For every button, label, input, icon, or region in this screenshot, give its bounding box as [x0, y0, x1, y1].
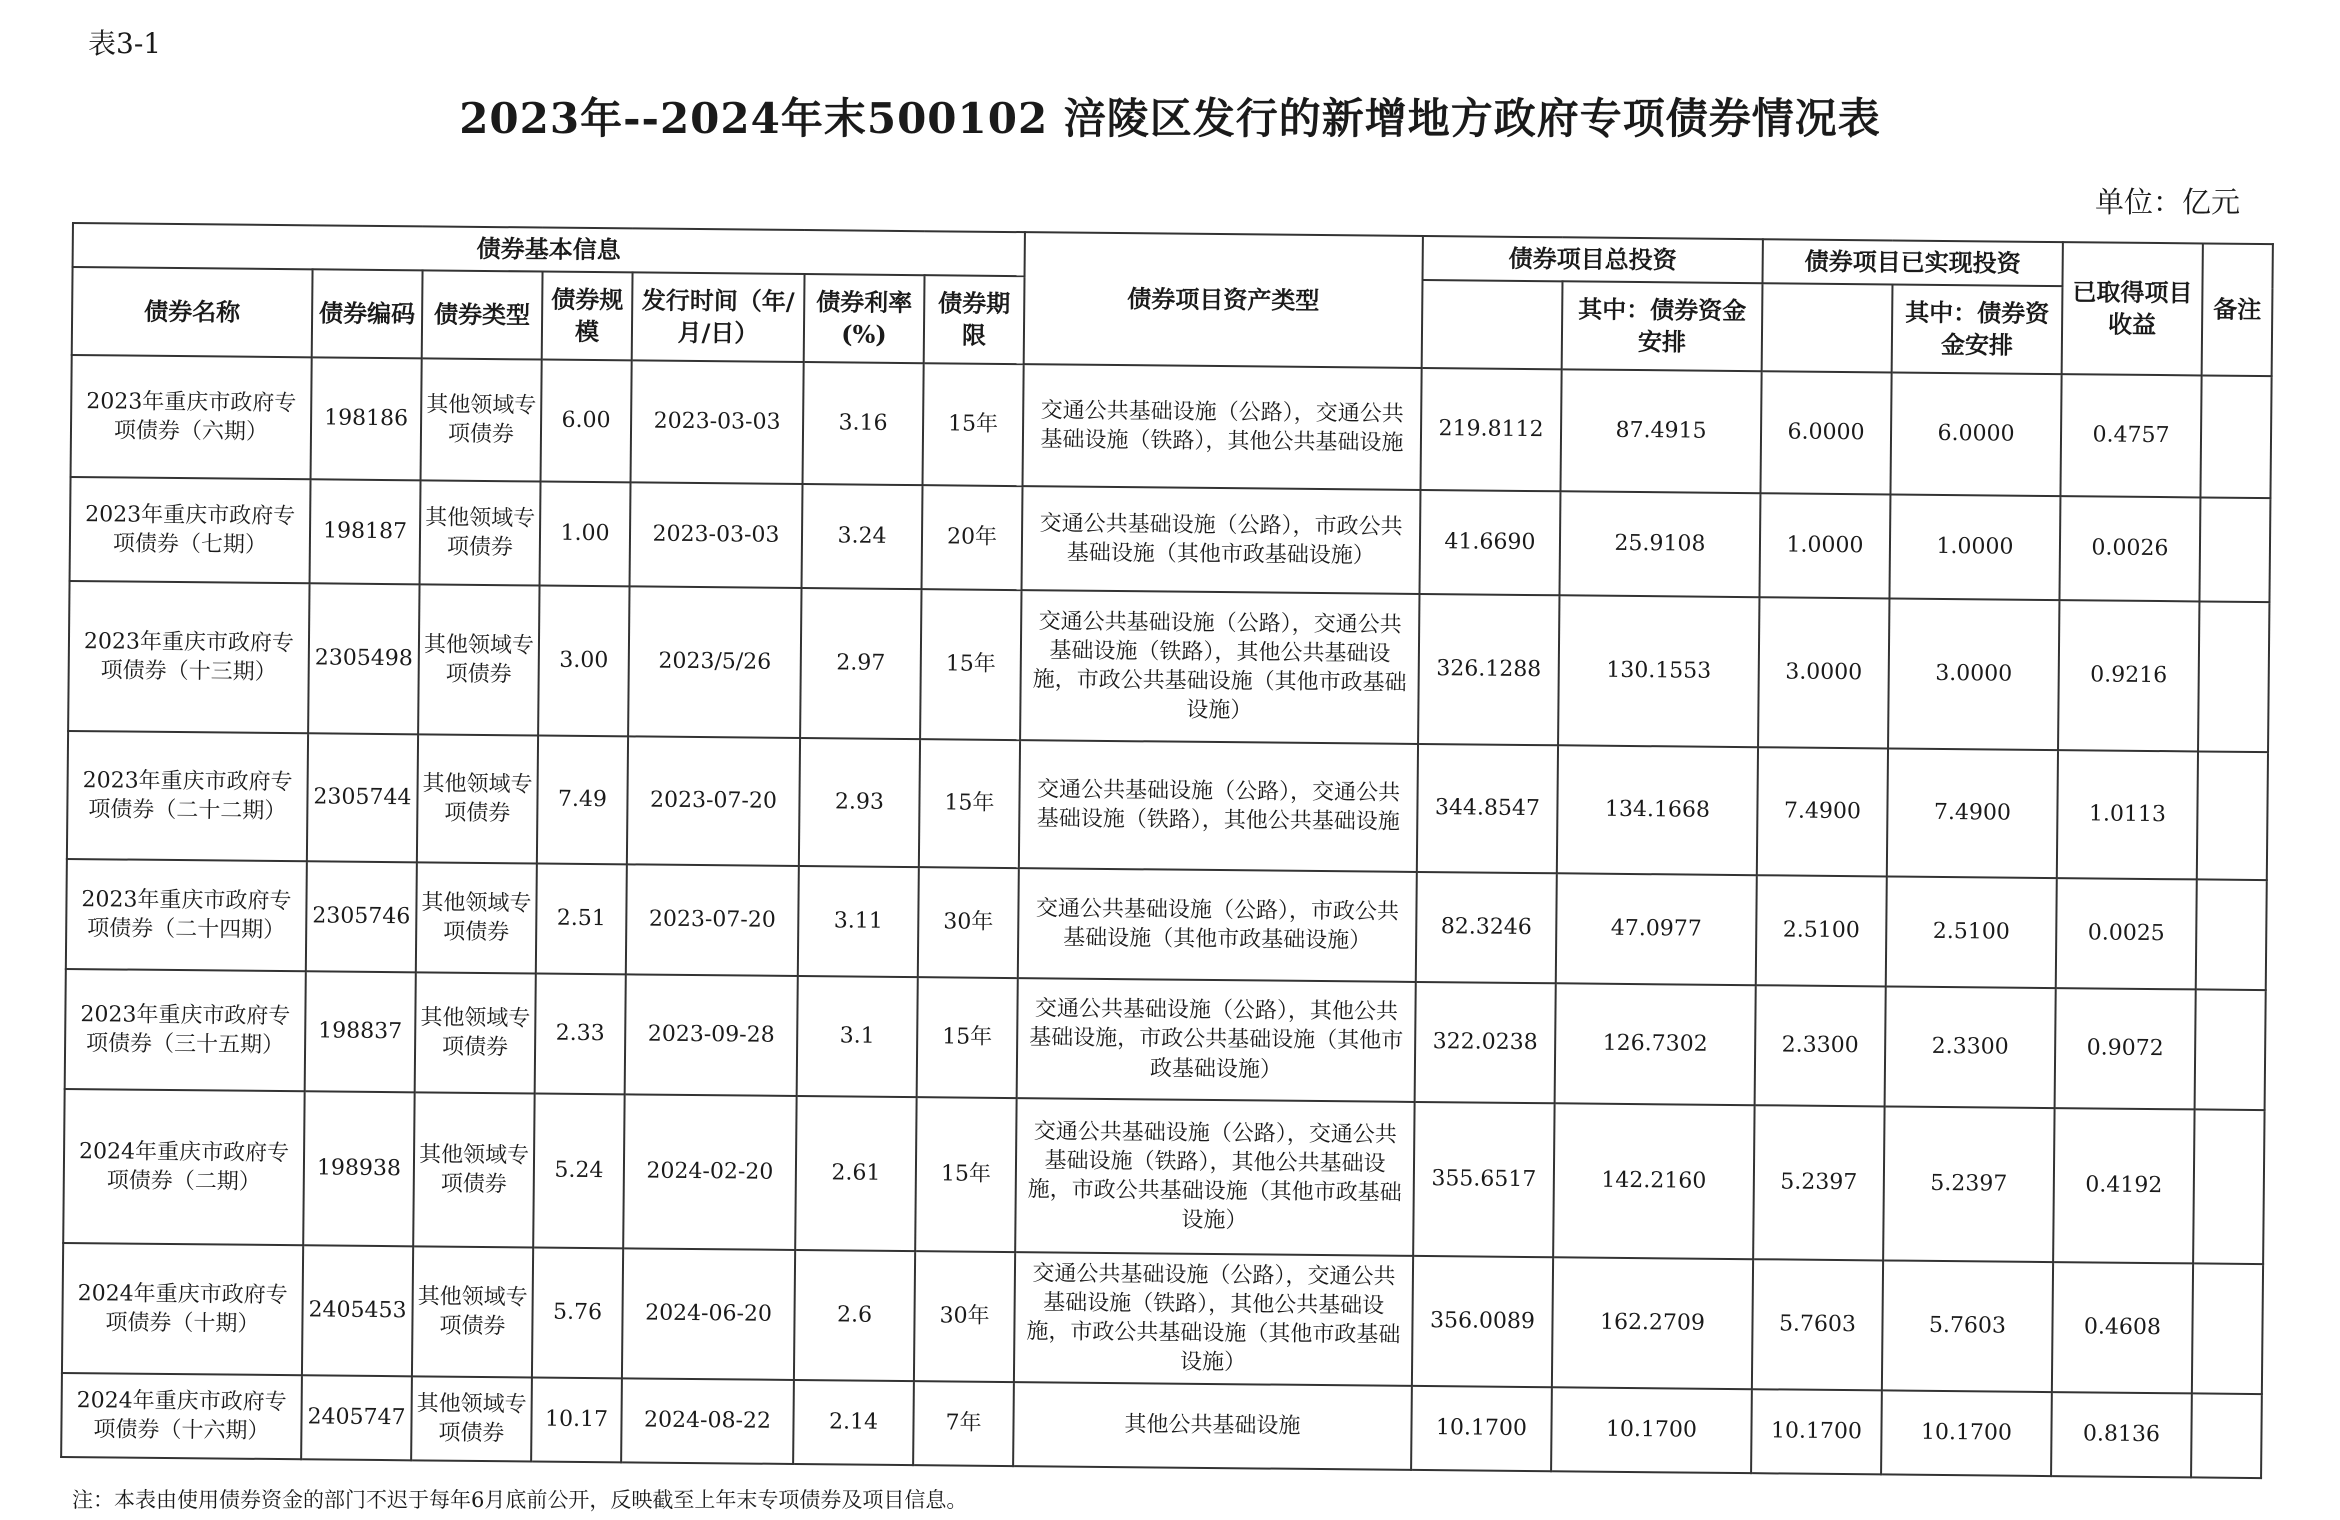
cell-realized-investment: 5.7603: [1752, 1259, 1883, 1390]
cell-realized-bond-funds: 5.7603: [1882, 1260, 2053, 1392]
cell-total-bond-funds: 134.1668: [1557, 745, 1758, 875]
header-realized-blank: [1762, 283, 1893, 372]
cell-realized-investment: 2.3300: [1755, 985, 1886, 1106]
cell-remark: [2198, 601, 2269, 752]
page-title: 2023年--2024年末500102 涪陵区发行的新增地方政府专项债券情况表: [459, 94, 1881, 143]
cell-bond-type: 其他领域专项债券: [421, 358, 542, 481]
header-term: 债券期限: [924, 275, 1025, 364]
cell-asset-type: 其他公共基础设施: [1013, 1382, 1412, 1470]
cell-total-investment: 10.1700: [1411, 1386, 1552, 1471]
cell-realized-investment: 2.5100: [1756, 875, 1887, 986]
header-total-of-which: 其中：债券资金安排: [1562, 281, 1763, 371]
header-name: 债券名称: [72, 267, 313, 357]
cell-bond-name: 2024年重庆市政府专项债券（二期）: [63, 1089, 304, 1245]
cell-bond-scale: 10.17: [531, 1377, 622, 1462]
cell-realized-investment: 6.0000: [1760, 371, 1891, 494]
header-type: 债券类型: [422, 270, 543, 359]
cell-bond-code: 2305498: [308, 583, 419, 734]
cell-rate: 3.16: [803, 362, 924, 485]
table-row: [62, 1243, 2263, 1394]
table-row: [67, 731, 2268, 880]
debt-table: [60, 222, 2274, 1479]
cell-issue-date: 2024-08-22: [621, 1378, 794, 1464]
cell-term: 20年: [922, 485, 1023, 590]
cell-term: 30年: [918, 867, 1019, 978]
cell-total-investment: 322.0238: [1415, 982, 1556, 1103]
cell-remark: [2197, 751, 2268, 880]
cell-rate: 3.11: [798, 866, 919, 977]
cell-remark: [2193, 1109, 2264, 1264]
cell-term: 15年: [920, 589, 1021, 740]
header-asset-type: 债券项目资产类型: [1024, 232, 1423, 368]
header-rate: 债券利率(%): [804, 274, 925, 363]
cell-realized-bond-funds: 10.1700: [1881, 1390, 2052, 1476]
cell-income: 0.4608: [2052, 1262, 2193, 1393]
cell-income: 0.4757: [2060, 374, 2201, 497]
cell-bond-code: 198938: [303, 1091, 414, 1246]
cell-income: 0.0026: [2059, 496, 2200, 601]
cell-bond-type: 其他领域专项债券: [412, 1246, 533, 1377]
cell-issue-date: 2023-07-20: [626, 864, 799, 976]
cell-bond-scale: 3.00: [538, 586, 629, 737]
cell-remark: [2196, 879, 2267, 990]
cell-term: 15年: [917, 977, 1018, 1098]
table-row: [65, 969, 2266, 1110]
cell-bond-type: 其他领域专项债券: [417, 734, 538, 863]
cell-remark: [2195, 989, 2266, 1110]
cell-remark: [2200, 375, 2271, 498]
cell-bond-name: 2023年重庆市政府专项债券（二十四期）: [66, 859, 307, 971]
header-issue-date: 发行时间（年/月/日）: [632, 272, 805, 362]
cell-bond-name: 2024年重庆市政府专项债券（十六期）: [61, 1373, 302, 1459]
header-code: 债券编码: [312, 269, 423, 358]
cell-bond-type: 其他领域专项债券: [420, 480, 541, 585]
cell-bond-code: 198837: [305, 971, 416, 1092]
cell-issue-date: 2023-07-20: [627, 736, 800, 866]
cell-total-investment: 344.8547: [1417, 744, 1558, 873]
cell-realized-bond-funds: 2.5100: [1886, 876, 2057, 988]
cell-rate: 2.6: [794, 1250, 915, 1381]
cell-total-bond-funds: 47.0977: [1556, 873, 1757, 985]
header-remark: 备注: [2202, 243, 2273, 376]
cell-remark: [2191, 1393, 2262, 1478]
cell-bond-type: 其他领域专项债券: [416, 862, 537, 973]
cell-realized-bond-funds: 5.2397: [1883, 1106, 2054, 1262]
cell-bond-name: 2023年重庆市政府专项债券（三十五期）: [65, 969, 306, 1091]
cell-bond-scale: 6.00: [541, 360, 632, 483]
cell-issue-date: 2023-09-28: [625, 974, 798, 1096]
cell-bond-code: 198187: [310, 479, 421, 584]
cell-bond-code: 2305746: [306, 861, 417, 972]
header-realized-investment: 债券项目已实现投资: [1762, 239, 2062, 286]
cell-term: 30年: [914, 1251, 1015, 1382]
header-realized-of-which: 其中：债券资金安排: [1892, 284, 2063, 374]
cell-term: 15年: [919, 739, 1020, 868]
cell-bond-type: 其他领域专项债券: [415, 972, 536, 1093]
table-row: [68, 581, 2269, 752]
cell-rate: 3.24: [802, 484, 923, 589]
cell-rate: 3.1: [797, 976, 918, 1097]
cell-realized-investment: 1.0000: [1759, 493, 1890, 598]
cell-bond-scale: 1.00: [540, 482, 631, 587]
cell-term: 15年: [923, 363, 1024, 486]
cell-asset-type: 交通公共基础设施（公路），交通公共基础设施（铁路），其他公共基础设施: [1023, 364, 1422, 490]
unit-label: 单位：亿元: [2094, 185, 2240, 219]
cell-bond-type: 其他领域专项债券: [418, 584, 539, 735]
cell-realized-bond-funds: 1.0000: [1889, 494, 2060, 600]
cell-asset-type: 交通公共基础设施（公路），其他公共基础设施，市政公共基础设施（其他市政基础设施）: [1017, 978, 1416, 1102]
cell-rate: 2.97: [800, 588, 921, 739]
cell-bond-scale: 5.76: [532, 1247, 623, 1378]
cell-bond-type: 其他领域专项债券: [413, 1092, 534, 1247]
cell-total-investment: 326.1288: [1418, 594, 1559, 745]
cell-bond-name: 2023年重庆市政府专项债券（十三期）: [68, 581, 309, 733]
cell-realized-bond-funds: 3.0000: [1888, 598, 2059, 750]
cell-asset-type: 交通公共基础设施（公路），交通公共基础设施（铁路），其他公共基础设施，市政公共基础设施（其他市政基础设施）: [1015, 1098, 1414, 1256]
cell-realized-investment: 10.1700: [1751, 1389, 1882, 1474]
cell-bond-type: 其他领域专项债券: [411, 1376, 532, 1461]
cell-bond-code: 198186: [311, 357, 422, 480]
cell-bond-scale: 2.33: [535, 973, 626, 1094]
cell-bond-scale: 7.49: [537, 735, 628, 864]
cell-total-investment: 356.0089: [1412, 1256, 1553, 1387]
cell-rate: 2.61: [795, 1096, 916, 1251]
cell-total-bond-funds: 25.9108: [1559, 491, 1760, 597]
cell-remark: [2192, 1263, 2263, 1394]
header-total-investment: 债券项目总投资: [1423, 236, 1763, 283]
cell-total-investment: 41.6690: [1419, 490, 1560, 595]
cell-rate: 2.14: [793, 1380, 914, 1465]
table-row: [66, 859, 2267, 990]
cell-realized-bond-funds: 6.0000: [1890, 372, 2061, 496]
cell-total-bond-funds: 142.2160: [1553, 1103, 1754, 1259]
cell-issue-date: 2023-03-03: [630, 482, 803, 588]
cell-bond-code: 2405453: [302, 1245, 413, 1376]
cell-total-investment: 355.6517: [1413, 1102, 1554, 1257]
cell-total-bond-funds: 126.7302: [1555, 983, 1756, 1105]
cell-income: 1.0113: [2057, 750, 2198, 879]
cell-income: 0.8136: [2051, 1392, 2192, 1477]
cell-bond-name: 2023年重庆市政府专项债券（二十二期）: [67, 731, 308, 861]
cell-realized-investment: 7.4900: [1757, 747, 1888, 876]
cell-bond-code: 2405747: [301, 1375, 412, 1460]
footnote: 注：本表由使用债券资金的部门不迟于每年6月底前公开，反映截至上年末专项债券及项目信息。: [72, 1488, 968, 1512]
cell-income: 0.4192: [2053, 1108, 2194, 1263]
cell-asset-type: 交通公共基础设施（公路），交通公共基础设施（铁路），其他公共基础设施，市政公共基础设施（其他市政基础设施）: [1020, 590, 1419, 744]
cell-asset-type: 交通公共基础设施（公路），市政公共基础设施（其他市政基础设施）: [1018, 868, 1417, 982]
cell-realized-bond-funds: 7.4900: [1887, 748, 2058, 878]
cell-issue-date: 2023-03-03: [631, 360, 804, 484]
cell-total-bond-funds: 10.1700: [1551, 1387, 1752, 1473]
header-total-blank: [1422, 280, 1563, 369]
cell-income: 0.9216: [2058, 600, 2199, 751]
cell-bond-name: 2024年重庆市政府专项债券（十期）: [62, 1243, 303, 1375]
cell-asset-type: 交通公共基础设施（公路），市政公共基础设施（其他市政基础设施）: [1022, 486, 1421, 594]
cell-bond-scale: 2.51: [536, 863, 627, 974]
table-row: [71, 355, 2272, 498]
cell-issue-date: 2024-06-20: [622, 1248, 795, 1380]
cell-realized-investment: 5.2397: [1753, 1105, 1884, 1260]
header-income: 已取得项目收益: [2062, 242, 2203, 375]
cell-bond-scale: 5.24: [533, 1093, 624, 1248]
cell-rate: 2.93: [799, 738, 920, 867]
cell-total-investment: 82.3246: [1416, 872, 1557, 983]
cell-total-bond-funds: 130.1553: [1558, 595, 1759, 747]
cell-bond-name: 2023年重庆市政府专项债券（六期）: [71, 355, 312, 479]
cell-bond-code: 2305744: [307, 733, 418, 862]
cell-income: 0.9072: [2055, 988, 2196, 1109]
cell-remark: [2199, 497, 2270, 602]
cell-asset-type: 交通公共基础设施（公路），交通公共基础设施（铁路），其他公共基础设施: [1019, 740, 1418, 872]
header-scale: 债券规模: [542, 272, 633, 361]
cell-term: 15年: [915, 1097, 1016, 1252]
table-row: [63, 1089, 2264, 1264]
header-basic-info: 债券基本信息: [73, 223, 1025, 276]
cell-realized-investment: 3.0000: [1758, 597, 1889, 748]
cell-issue-date: 2023/5/26: [628, 586, 801, 738]
cell-total-bond-funds: 87.4915: [1560, 369, 1761, 493]
cell-asset-type: 交通公共基础设施（公路），交通公共基础设施（铁路），其他公共基础设施，市政公共基础设施（其他市政基础设施）: [1014, 1252, 1413, 1386]
cell-income: 0.0025: [2056, 878, 2197, 989]
cell-issue-date: 2024-02-20: [623, 1094, 796, 1250]
cell-bond-name: 2023年重庆市政府专项债券（七期）: [70, 477, 311, 583]
table-id: 表3-1: [88, 27, 162, 60]
cell-total-bond-funds: 162.2709: [1552, 1257, 1753, 1389]
cell-total-investment: 219.8112: [1420, 368, 1561, 491]
cell-term: 7年: [913, 1381, 1014, 1466]
cell-realized-bond-funds: 2.3300: [1885, 986, 2056, 1108]
